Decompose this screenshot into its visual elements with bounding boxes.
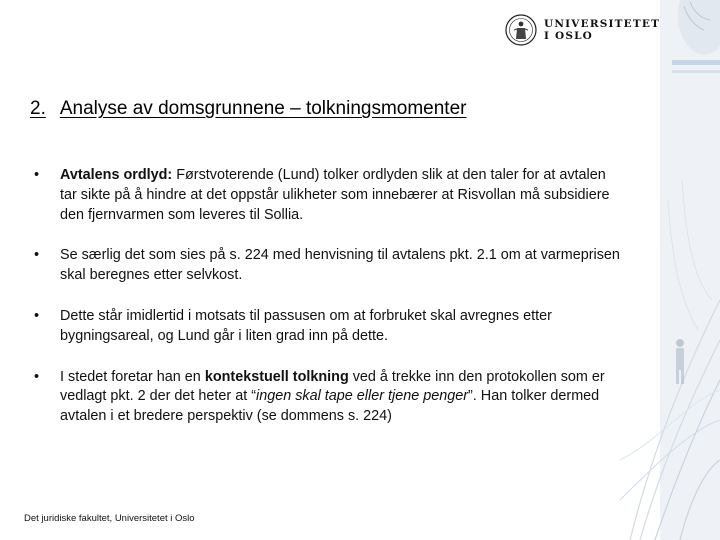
bullet-marker: • — [34, 167, 40, 183]
slide-number: 2. — [30, 98, 46, 119]
slide-title-text: Analyse av domsgrunnene – tolkningsmomenter — [59, 98, 467, 119]
university-seal-icon — [505, 14, 537, 46]
bullet-text-post: ”. Han tolker dermed avtalen i et bredere perspektiv (se dommens s. 224) — [60, 388, 600, 425]
university-name-line2: I OSLO — [544, 30, 594, 42]
university-name-line1: UNIVERSITETET — [544, 18, 661, 30]
bullet-text-pre: I stedet foretar han en — [60, 368, 205, 385]
bullet-text-mid: ved å trekke inn den protokollen som er vedlagt pkt. 2 der det heter at “ — [60, 368, 605, 405]
bullet-quote: ingen skal tape eller tjene penger — [256, 388, 469, 405]
bullet-marker: • — [34, 247, 40, 264]
bullet-item — [34, 246, 624, 286]
bullet-marker: • — [34, 368, 40, 385]
bullet-text: Dette står imidlertid i motsats til passusen om at forbruket skal avregnes etter bygningsareal, og Lund går i liten grad inn på dette. — [60, 307, 552, 344]
decorative-figure-image — [620, 0, 720, 540]
bullet-bold-term: kontekstuell tolkning — [204, 368, 349, 385]
bullet-item — [34, 166, 624, 225]
bullet-text: Førstvoterende (Lund) tolker ordlyden slik at den taler for at avtalen tar sikte på å hindre at det oppstår ulikheter som innebærer at Risvollan må subsidiere den fjernvarmen som leveres til Sollia. — [60, 167, 610, 223]
bullet-text: Se særlig det som sies på s. 224 med henvisning til avtalens pkt. 2.1 om at varmeprisen skal beregnes etter selvkost. — [60, 247, 620, 284]
university-logo — [505, 14, 661, 50]
bullet-list — [34, 166, 624, 448]
bullet-item — [34, 307, 624, 347]
footer-text: Det juridiske fakultet, Universitetet i Oslo — [24, 513, 195, 524]
university-name — [544, 18, 660, 42]
slide-title — [30, 98, 466, 120]
bullet-label-ordlyd: Avtalens ordlyd: — [60, 167, 173, 183]
bullet-marker: • — [34, 307, 40, 324]
bullet-item — [34, 368, 624, 427]
